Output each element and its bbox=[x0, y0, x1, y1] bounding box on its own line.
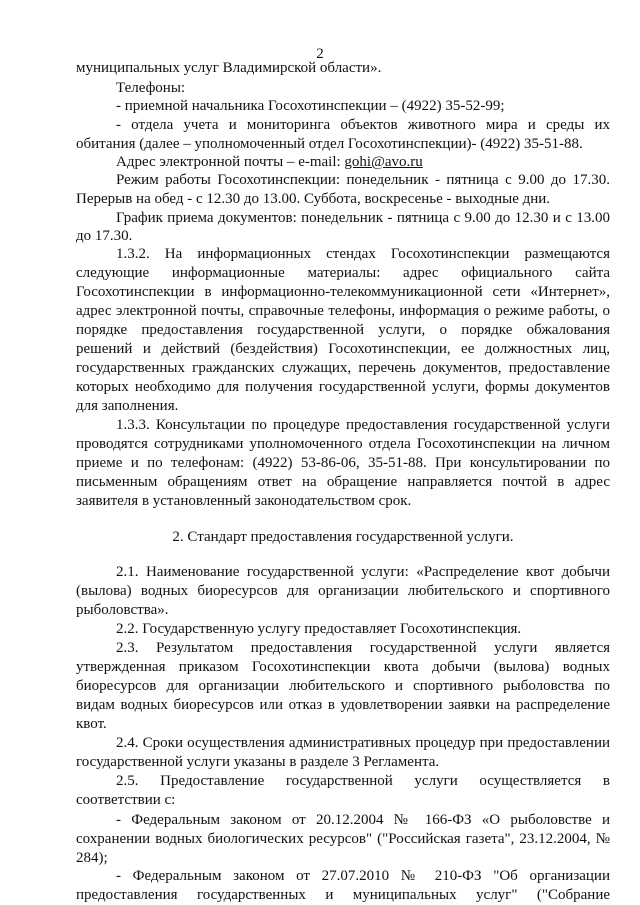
text-line: письменным обращениям ответ на обращение направляется почтой в адрес bbox=[76, 474, 610, 490]
email-link[interactable]: gohi@avo.ru bbox=[344, 154, 423, 170]
text-line: - отдела учета и мониторинга объектов животного мира и среды их bbox=[116, 117, 610, 133]
text-line: Режим работы Госохотинспекции: понедельник - пятница с 9.00 до 17.30. bbox=[116, 172, 610, 188]
text-line: биоресурсов для организации любительского и спортивного рыболовства по bbox=[76, 678, 610, 694]
text-line: которых необходимо для получения государственной услуги, формы документов bbox=[76, 379, 610, 395]
text-line: обитания (далее – уполномоченный отдел Госохотинспекции)- (4922) 35-51-88. bbox=[76, 136, 583, 152]
text-line: 284); bbox=[76, 850, 108, 866]
text-line: заявителя в установленный законодательством срок. bbox=[76, 493, 412, 509]
text-line: График приема документов: понедельник - пятница с 9.00 до 12.30 и с 13.00 bbox=[116, 210, 610, 226]
text-line: 2.2. Государственную услугу предоставляет Госохотинспекция. bbox=[116, 621, 522, 637]
email-label: Адрес электронной почты – e-mail: bbox=[116, 154, 345, 170]
text-line: - Федеральным законом от 27.07.2010 № 210-ФЗ "Об организации bbox=[116, 868, 610, 884]
text-line: сохранении водных биологических ресурсов" ("Российская газета", 23.12.2004, № bbox=[76, 831, 610, 847]
text-line: до 17.30. bbox=[76, 228, 133, 244]
text-line: - Федеральным законом от 20.12.2004 № 166-ФЗ «О рыболовстве и bbox=[116, 812, 610, 828]
text-line: утвержденная приказом Госохотинспекции квота добычи (вылова) водных bbox=[76, 659, 610, 675]
text-line: для заполнения. bbox=[76, 398, 179, 414]
text-line: 2.5. Предоставление государственной услуги осуществляется в bbox=[116, 773, 610, 789]
text-line: 1.3.3. Консультации по процедуре предоставления государственной услуги bbox=[116, 417, 610, 433]
email-line bbox=[116, 153, 610, 172]
text-line: 2.1. Наименование государственной услуги: «Распределение квот добычи bbox=[116, 564, 610, 580]
text-line: следующие информационные материалы: адрес официального сайта bbox=[76, 265, 610, 281]
text-line: Госохотинспекции в информационно-телекоммуникационной сети «Интернет», bbox=[76, 284, 610, 300]
text-line: адрес электронной почты, справочные телефоны, информация о режиме работы, о bbox=[76, 303, 610, 319]
text-line: приеме и по телефонам: (4922) 53-86-06, 35-51-88. При консультировании по bbox=[76, 455, 610, 471]
text-line: предоставления государственных и муниципальных услуг" ("Собрание bbox=[76, 887, 610, 903]
text-line: - приемной начальника Госохотинспекции – (4922) 35-52-99; bbox=[116, 98, 505, 114]
text-line: государственных гражданских служащих, перечень документов, предоставление bbox=[76, 360, 610, 376]
text-line: видам водных биоресурсов или отказ в удовлетворении заявки на распределение bbox=[76, 697, 610, 713]
page-number: 2 bbox=[316, 46, 324, 62]
text-line: 2.3. Результатом предоставления государственной услуги является bbox=[116, 640, 610, 656]
text-line: 2.4. Сроки осуществления административных процедур при предоставлении bbox=[116, 735, 610, 751]
text-line: Перерыв на обед - с 12.30 до 13.00. Суббота, воскресенье - выходные дни. bbox=[76, 191, 551, 207]
text-line: государственной услуги указаны в разделе 3 Регламента. bbox=[76, 754, 440, 770]
text-line: решений и действий (бездействия) Госохотинспекции, ее должностных лиц, bbox=[76, 341, 610, 357]
text-line: Телефоны: bbox=[116, 80, 186, 96]
text-line: 1.3.2. На информационных стендах Госохотинспекции размещаются bbox=[116, 246, 610, 262]
text-line: проводятся сотрудниками уполномоченного отдела Госохотинспекции на личном bbox=[76, 436, 610, 452]
text-line: порядке предоставления государственной услуги, о порядке обжалования bbox=[76, 322, 610, 338]
text-line: (вылова) водных биоресурсов для организации любительского и спортивного bbox=[76, 583, 610, 599]
section-heading: 2. Стандарт предоставления государственной услуги. bbox=[172, 529, 514, 545]
text-line: соответствии с: bbox=[76, 792, 176, 808]
text-line: квот. bbox=[76, 716, 107, 732]
text-line: рыболовства». bbox=[76, 602, 169, 618]
text-line: муниципальных услуг Владимирской области». bbox=[76, 60, 382, 76]
